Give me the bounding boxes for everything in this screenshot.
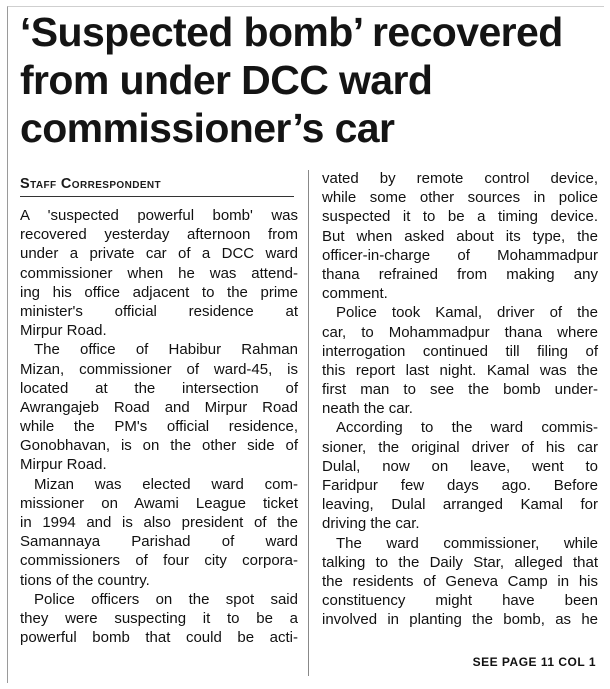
text-line: Police officers on the spot said xyxy=(34,590,298,608)
text-line: in 1994 and is also president of the xyxy=(20,514,298,531)
text-line: A 'suspected powerful bomb' was xyxy=(20,207,298,224)
text-line: But when asked about its type, the xyxy=(322,227,598,245)
text-line: leaving, Dulal arranged Kamal for xyxy=(322,496,598,514)
byline: Staff Correspondent xyxy=(20,176,162,192)
text-line: comment. xyxy=(322,285,388,303)
text-line: car, to Mohammadpur thana where xyxy=(322,323,598,341)
text-line: officer-in-charge of Mohammadpur xyxy=(322,246,598,264)
article-column-1 xyxy=(20,206,298,647)
column-divider xyxy=(308,170,309,676)
headline-line: commissioner’s car xyxy=(20,105,395,151)
text-line: The office of Habibur Rahman xyxy=(34,341,298,359)
text-line: ing his office adjacent to the prime xyxy=(20,283,298,301)
headline-line: ‘Suspected bomb’ recovered xyxy=(20,9,563,55)
text-line: commissioner when he was attend- xyxy=(20,264,298,282)
text-line: interrogation continued till filing of xyxy=(322,342,598,360)
headline-line: from under DCC ward xyxy=(20,57,433,103)
text-line: commissioners of four city corpora- xyxy=(20,552,298,570)
text-line: thana refrained from making any xyxy=(322,265,598,283)
text-line: suspected it to be a timing device. xyxy=(322,208,598,226)
text-line: driving the car. xyxy=(322,515,420,533)
text-line: Dulal, now on leave, went to xyxy=(322,457,598,475)
text-line: while some other sources in police xyxy=(322,189,598,207)
text-line: According to the ward commis- xyxy=(336,419,598,437)
byline-rule xyxy=(20,196,294,197)
text-line: they were suspecting it to be a xyxy=(20,609,298,627)
text-line: recovered yesterday afternoon from xyxy=(20,226,298,244)
text-line: missioner on Awami League ticket xyxy=(20,494,298,512)
text-line: the residents of Geneva Camp in his xyxy=(322,572,598,590)
text-line: neath the car. xyxy=(322,400,413,418)
text-line: Mirpur Road. xyxy=(20,456,107,474)
text-line: constituency might have been xyxy=(322,592,598,610)
text-line: Samannaya Parishad of ward xyxy=(20,533,298,551)
text-line: while the PM's official residence, xyxy=(20,418,298,436)
text-line: Mizan, commissioner of ward-45, is xyxy=(20,360,298,378)
continuation-jump: SEE PAGE 11 COL 1 xyxy=(472,655,596,669)
text-line: involved in planting the bomb, as he xyxy=(322,611,598,629)
text-line: vated by remote control device, xyxy=(322,170,598,187)
text-line: Awrangajeb Road and Mirpur Road xyxy=(20,398,298,416)
text-line: under a private car of a DCC ward xyxy=(20,245,298,263)
text-line: sioner, the original driver of his car xyxy=(322,438,598,456)
text-line: The ward commissioner, while xyxy=(336,534,598,552)
text-line: Mizan was elected ward com- xyxy=(34,475,298,493)
article-column-2 xyxy=(322,169,598,630)
text-line: this report last night. Kamal was the xyxy=(322,361,598,379)
text-line: first man to see the bomb under- xyxy=(322,381,598,399)
text-line: Mirpur Road. xyxy=(20,322,107,340)
text-line: powerful bomb that could be acti- xyxy=(20,629,298,647)
text-line: tions of the country. xyxy=(20,571,150,589)
text-line: talking to the Daily Star, alleged that xyxy=(322,553,598,571)
text-line: Faridpur few days ago. Before xyxy=(322,477,598,494)
text-line: located at the intersection of xyxy=(20,379,298,397)
headline xyxy=(20,8,595,152)
text-line: Gonobhavan, is on the other side of xyxy=(20,437,298,455)
text-line: Police took Kamal, driver of the xyxy=(336,304,598,322)
text-line: minister's official residence at xyxy=(20,302,298,320)
